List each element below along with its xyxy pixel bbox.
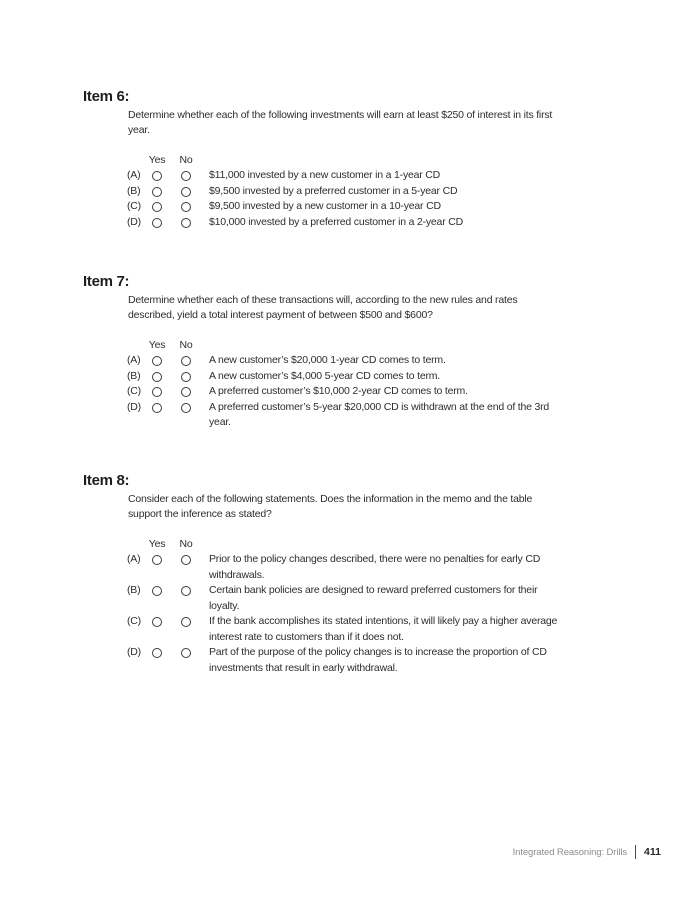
spacer	[127, 338, 143, 353]
no-radio[interactable]	[181, 403, 191, 413]
yes-radio[interactable]	[152, 171, 162, 181]
spacer	[201, 153, 565, 168]
yes-radio-cell	[143, 184, 171, 200]
yes-radio[interactable]	[152, 617, 162, 627]
item-6-section	[83, 88, 593, 230]
footer-divider	[635, 845, 636, 859]
yes-radio[interactable]	[152, 387, 162, 397]
yes-radio[interactable]	[152, 586, 162, 596]
yes-radio-cell	[143, 400, 171, 431]
yes-radio-cell	[143, 215, 171, 231]
no-radio[interactable]	[181, 586, 191, 596]
no-radio[interactable]	[181, 171, 191, 181]
option-letter: (D)	[127, 646, 141, 658]
no-radio-cell	[171, 645, 201, 676]
yes-radio-cell	[143, 369, 171, 385]
no-radio[interactable]	[181, 356, 191, 366]
no-radio[interactable]	[181, 387, 191, 397]
option-statement: If the bank accomplishes its stated intentions, it will likely pay a higher average interest rate to customers than if it does not.	[209, 615, 558, 643]
option-statement: A preferred customer’s $10,000 2-year CD comes to term.	[209, 385, 468, 397]
yes-radio-cell	[143, 552, 171, 583]
yes-radio-cell	[143, 645, 171, 676]
option-statement: $11,000 invested by a new customer in a 1-year CD	[209, 169, 441, 181]
item-7-options	[127, 338, 593, 431]
no-radio[interactable]	[181, 648, 191, 658]
footer-section-label: Integrated Reasoning: Drills	[512, 846, 628, 858]
option-statement: $10,000 invested by a preferred customer in a 2-year CD	[209, 215, 463, 228]
option-statement: Certain bank policies are designed to reward preferred customers for their loyalty.	[209, 584, 538, 612]
no-radio-cell	[171, 583, 201, 614]
item-7-title: Item 7:	[83, 273, 130, 290]
item-6-title: Item 6:	[83, 88, 130, 105]
no-radio[interactable]	[181, 555, 191, 565]
no-radio-cell	[171, 199, 201, 215]
item-6-options	[127, 153, 593, 230]
no-radio-cell	[171, 369, 201, 385]
option-statement: $9,500 invested by a new customer in a 10-year CD	[209, 200, 441, 212]
item-8-section	[83, 472, 593, 676]
option-letter: (B)	[127, 184, 141, 197]
item-7-intro: Determine whether each of these transactions will, according to the new rules and rates described, yield a total interest payment of between $500 and $600?	[128, 294, 518, 321]
no-radio-cell	[171, 353, 201, 369]
option-letter: (B)	[127, 584, 141, 596]
no-radio[interactable]	[181, 218, 191, 228]
no-column-header: No	[179, 339, 193, 351]
item-8-title: Item 8:	[83, 472, 130, 489]
yes-radio[interactable]	[152, 356, 162, 366]
no-radio-cell	[171, 400, 201, 431]
yes-radio[interactable]	[152, 218, 162, 228]
yes-radio[interactable]	[152, 648, 162, 658]
yes-radio[interactable]	[152, 187, 162, 197]
spacer	[127, 153, 143, 168]
option-letter: (D)	[127, 400, 141, 413]
option-statement: Part of the purpose of the policy changes is to increase the proportion of CD investments that result in early withdrawal.	[209, 646, 547, 674]
item-6-intro: Determine whether each of the following investments will earn at least $250 of interest in its first year.	[128, 109, 553, 136]
yes-radio[interactable]	[152, 202, 162, 212]
yes-radio-cell	[143, 199, 171, 215]
no-column-header: No	[179, 538, 193, 550]
yes-radio[interactable]	[152, 403, 162, 413]
yes-radio[interactable]	[152, 555, 162, 565]
yes-radio[interactable]	[152, 372, 162, 382]
option-letter: (A)	[127, 553, 141, 565]
option-statement: A new customer’s $4,000 5-year CD comes to term.	[209, 369, 441, 382]
no-radio-cell	[171, 384, 201, 400]
yes-column-header: Yes	[148, 538, 166, 550]
spacer	[127, 537, 143, 552]
page-footer	[513, 845, 661, 859]
no-radio-cell	[171, 614, 201, 645]
no-radio-cell	[171, 168, 201, 184]
yes-radio-cell	[143, 614, 171, 645]
yes-column-header: Yes	[148, 339, 166, 351]
option-letter: (C)	[127, 200, 141, 212]
spacer	[201, 537, 565, 552]
no-column-header: No	[179, 154, 193, 166]
no-radio[interactable]	[181, 187, 191, 197]
option-statement: A preferred customer’s 5-year $20,000 CD is withdrawn at the end of the 3rd year.	[209, 400, 550, 428]
option-letter: (D)	[127, 215, 141, 228]
yes-radio-cell	[143, 384, 171, 400]
no-radio-cell	[171, 215, 201, 231]
option-statement: $9,500 invested by a preferred customer in a 5-year CD	[209, 184, 458, 197]
option-letter: (A)	[127, 354, 141, 366]
yes-radio-cell	[143, 583, 171, 614]
item-8-options	[127, 537, 593, 676]
item-8-intro: Consider each of the following statements. Does the information in the memo and the table support the inference as stated?	[128, 493, 533, 520]
no-radio[interactable]	[181, 617, 191, 627]
yes-column-header: Yes	[148, 154, 166, 166]
option-letter: (A)	[127, 169, 141, 181]
item-7-section	[83, 273, 593, 431]
option-letter: (C)	[127, 615, 141, 627]
no-radio[interactable]	[181, 372, 191, 382]
option-statement: A new customer’s $20,000 1-year CD comes to term.	[209, 354, 446, 366]
no-radio[interactable]	[181, 202, 191, 212]
footer-page-number: 411	[644, 846, 661, 858]
no-radio-cell	[171, 552, 201, 583]
spacer	[201, 338, 565, 353]
option-letter: (C)	[127, 385, 141, 397]
yes-radio-cell	[143, 168, 171, 184]
yes-radio-cell	[143, 353, 171, 369]
no-radio-cell	[171, 184, 201, 200]
option-letter: (B)	[127, 369, 141, 382]
option-statement: Prior to the policy changes described, there were no penalties for early CD withdrawals.	[209, 553, 541, 581]
